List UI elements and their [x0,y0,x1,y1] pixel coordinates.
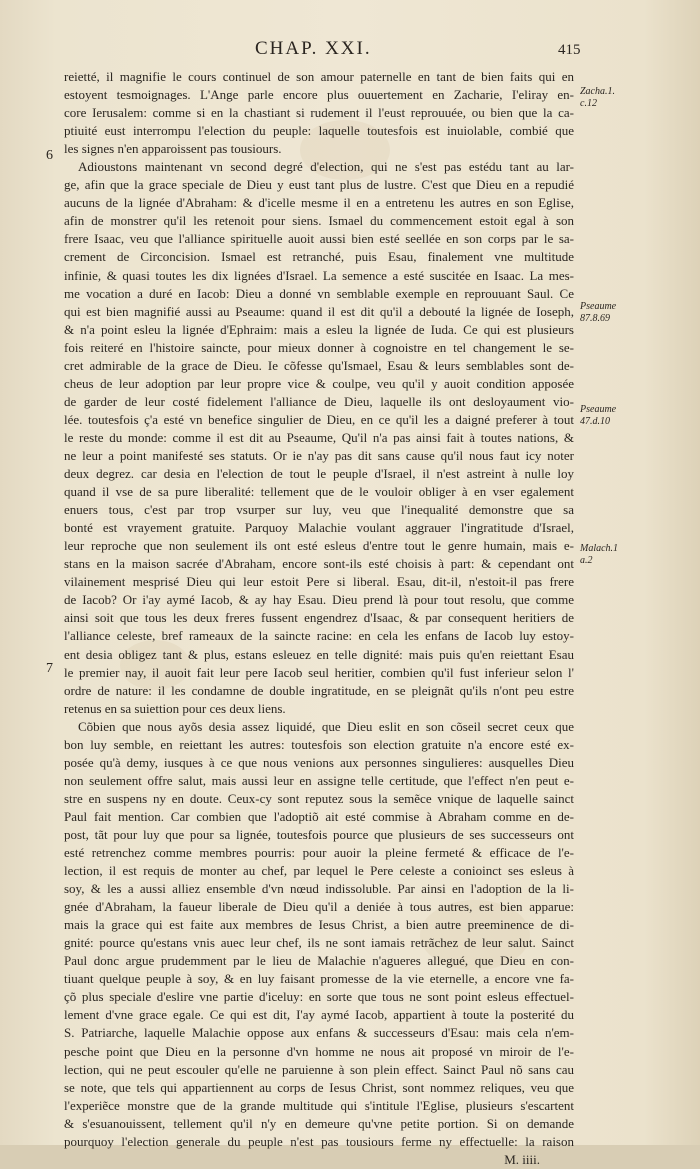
text-line: infinie, & quasi toutes les dix lignées d'Israel. La semence a esté suscitée en Isaac. La mes- [64,267,574,283]
text-line: se note, que tels qui appartiennent au corps de Iesus Christ, sont nommez reliques, veu que [64,1079,574,1095]
text-line: fois reiteré en l'histoire saincte, pour mieux donner à cognoistre en tel changement le se- [64,339,574,355]
text-line: estoyent tesmoignages. L'Ange parle encore plus ouuertement en Zacharie, I'eliray en- [64,87,574,103]
text-line: Paul donc argue prudemment par le lieu de Malachie n'agueres allegué, que Dieu en con- [64,953,574,969]
margin-note-line: a.2 [580,555,593,566]
margin-note-line: Zacha.1. [580,86,615,97]
page-number: 415 [558,42,581,58]
margin-note-line: 47.d.10 [580,416,610,427]
text-line: Paul fait mention. Car combien que l'adoptiõ ait esté commise à Abraham comme en de- [64,808,574,824]
text-line: le premier nay, il auoit fait leur pere Iacob seul heritier, combien qu'il fust inferieur selon l' [64,664,574,680]
chapter-heading: CHAP. XXI. [255,38,372,59]
text-line: de Iacob? Or i'ay aymé Iacob, & ay hay Esau. Dieu prend là pour tout resolu, que comme [64,592,574,608]
margin-note-line: c.12 [580,98,597,109]
text-line: pourquoy l'election generale du peuple n'est pas tousiours ferme ny effectuelle: la raison [64,1133,574,1149]
text-line: ordre de nature: il les condamne de double ingratitude, en se pleignãt qu'ils n'ont peu estre [64,682,574,698]
text-line: core Ierusalem: comme si en la chastiant si rudement il l'eust reprouuée, ou bien que la ca- [64,105,574,121]
text-line: ge, afin que la grace speciale de Dieu y eust tant plus de lustre. C'est que Dieu en a repudié [64,177,574,193]
text-line: lection, qui ne peut escouler qu'elle ne paruienne à son plein effect. Sainct Paul nõ sans cau [64,1061,574,1077]
text-line: ent desia obligez tant & plus, estans esleuez en telle dignité: mais puis qu'en reiettant Esau [64,646,574,662]
text-line: & n'a point esleu la lignée d'Ephraim: mais a esleu la lignée de Iuda. Ce qui est plusieurs [64,321,574,337]
text-line: gnité: pource qu'estans vnis auec leur chef, ils ne sont iamais retrãchez de leur salut. Sainct [64,935,574,951]
text-line: enuers tous, c'est par trop vsurper sur luy, veu que l'inequalité demonstre que sa [64,502,574,518]
text-line: S. Patriarche, laquelle Malachie oppose aux enfans & successeurs d'Esau: mais cela n'em- [64,1025,574,1041]
text-line: ne leur a point manifesté ses statuts. Or ie n'ay pas dit sans cause qu'il nous faut icy noter [64,447,574,463]
text-line: le reste du monde: comme il est dit au Pseaume, Qu'il n'a pas ainsi fait à toutes nations, & [64,429,574,445]
text-line: deux degrez. car desia en l'election de tout le peuple d'Israel, il n'est astreint à nulle loy [64,466,574,482]
text-line: Cõbien que nous ayõs desia assez liquidé, que Dieu eslit en son cõseil secret ceux que [78,718,574,734]
text-line: stre en suspens ny en doute. Ceux-cy sont reputez sous la semẽce vnique de laquelle sainct [64,790,574,806]
text-line: afin de monstrer qu'il les retenoit pour siens. Ismael du commencement estoit egal à son [64,213,574,229]
text-line: cret admirable de la grace de Dieu. Ie cõfesse qu'Ismael, Esau & leurs semblables sont de- [64,357,574,373]
margin-note [580,301,640,325]
text-line: reietté, il magnifie le cours continuel de son amour paternelle en tant de bien faits qui en [64,69,574,84]
text-line: l'experiẽce monstre que de la grande multitude qui s'intitule l'Eglise, plusieurs s'escartent [64,1097,574,1113]
text-line: lée. toutesfois ç'a esté vn benefice singulier de Dieu, en ce qu'il les a daigné preferer à tout [64,411,574,427]
text-line: esté retrenchez comme membres pourris: pour auoir la pleine fermeté & efficace de l'e- [64,845,574,861]
text-line: post, tãt pour luy que pour sa lignée, toutesfois pource que plusieurs de ses successeurs ont [64,826,574,842]
text-line: lection, il est requis de monter au chef, par lequel le Pere celeste a conioinct ses esleus à [64,863,574,879]
margin-note [580,404,640,428]
text-line: qui est bien magnifié aussi au Pseaume: quand il est dit qu'il a debouté la lignée de Ioseph, [64,303,574,319]
text-line: bon luy semble, en reiettant les autres: toutesfois son election gratuite n'a encore esté ex- [64,736,574,752]
text-line: gnée d'Abraham, la faueur liberale de Dieu qu'il a deniée à tous autres, est bien apparue: [64,899,574,915]
text-line: lement d'vne grace egale. Ce qui est dit, I'ay aymé Iacob, appartient à toute la posterité du [64,1007,574,1023]
text-line: ainsi soit que tous les deux freres fussent engendrez d'Isaac, & par consequent heritiers de [64,610,574,626]
text-line: posée qu'à demy, iusques à ce que nous venions aux personnes singulieres: ausquelles Dieu [64,754,574,770]
text-line: çõ plus speciale d'eslire vne partie d'iceluy: en sorte que tous ne sont point esleus effectuel- [64,989,574,1005]
text-line: retenus en sa suiettion pour ces deux liens. [64,700,286,716]
text-line: pesche point que Dieu en la personne d'vn homme ne nous ait proposé vn miroir de l'e- [64,1043,574,1059]
margin-note [580,543,640,567]
margin-note-line: Pseaume [580,404,617,415]
text-line: tiuant quelque peuple à soy, & en luy faisant promesse de la vie eternelle, a encore vne fa- [64,971,574,987]
margin-note-line: 87.8.69 [580,313,610,324]
paragraph-number: 7 [46,661,53,676]
text-line: aucuns de la lignée d'Abraham: & d'icelle mesme il en a entretenu les autres en son Eglise, [64,195,574,211]
body-text [64,68,574,1169]
margin-note [580,86,640,110]
text-line: me vocation a duré en Iacob: Dieu a donné vn semblable exemple en reprouuant Saul. Ce [64,285,574,301]
text-line: de garder de leur costé fidelement l'alliance de Dieu, laquelle ils ont desloyaument vio- [64,393,574,409]
text-line: crement de Circoncision. Ismael est retranché, puis Esau, finalement vne multitude [64,249,574,265]
text-line: bonté est vrayement gratuite. Parquoy Malachie voulant aggrauer l'ingratitude d'Israel, [64,520,574,536]
running-header [0,38,700,66]
text-line: l'alliance celeste, bref rameaux de la saincte racine: en cela les enfans de Iacob luy estoy- [64,628,574,644]
text-line: vilainement mesprisé Dieu qui leur estoit Pere si liberal. Esau, dit-il, n'estoit-il pas frere [64,574,574,590]
text-line: frere Isaac, veu que l'alliance spirituelle auoit aussi bien esté seellée en son corps par le sa- [64,231,574,247]
text-line: quand il vse de sa pure liberalité: tellement que de le vouloir obliger à en vser egalement [64,484,574,500]
margin-note-line: Malach.1 [580,543,619,554]
text-line: stans en la maison sacrée d'Abraham, encore sont-ils esté choisis à part: & cependant ont [64,556,574,572]
signature-mark: M. iiii. [504,1151,540,1167]
text-line: soy, & les a aussi alliez ensemble d'vn nœud indissoluble. Par ainsi en l'adoption de la li- [64,881,574,897]
text-line: mais la grace qui est faite aux membres de Iesus Christ, a bien autre preeminence de di- [64,917,574,933]
margin-note-line: Pseaume [580,301,617,312]
text-line: cheus de leur adoption par leur propre vice & coulpe, veu qu'il y auoit condition apposée [64,375,574,391]
text-line: Adioustons maintenant vn second degré d'election, qui ne s'est pas estédu tant au lar- [78,159,574,175]
text-line: les signes n'en apparoissent pas tousiours. [64,141,282,157]
text-line: & s'esuanouissent, tellement qu'il n'y en demeure qu'vne petite portion. Si on demande [64,1115,574,1131]
text-line: ptiuité eust interrompu l'election du peuple: laquelle toutesfois est inuiolable, combié que [64,123,574,139]
text-line: non seulement offre salut, mais aussi leur en assigne telle certitude, que l'effect n'en peut e- [64,772,574,788]
paragraph-number: 6 [46,148,53,163]
text-line: leur reproche que non seulement ils ont esté esleus d'entre tout le genre humain, mais e- [64,538,574,554]
